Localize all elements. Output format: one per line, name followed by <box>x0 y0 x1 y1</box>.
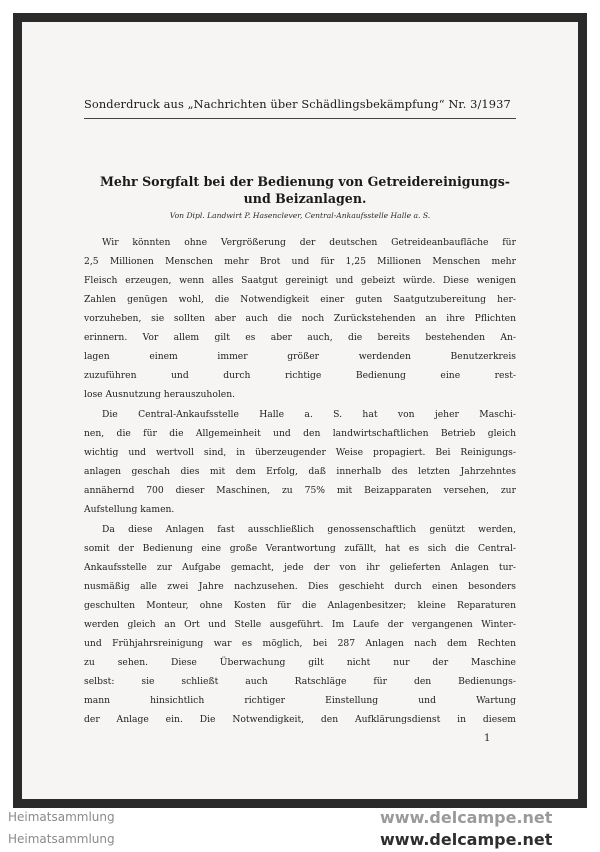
watermark-left-footer: Heimatsammlung <box>8 832 115 846</box>
text-line: annähernd 700 dieser Maschinen, zu 75% mit Beizapparaten versehen, zur <box>84 485 516 496</box>
text-line: vorzuheben, sie sollten aber auch die noch Zurückstehenden an ihre Pflichten <box>84 313 516 324</box>
text-line: der Anlage ein. Die Notwendigkeit, den Aufklärungsdienst in diesem <box>84 714 516 725</box>
text-line: und Frühjahrsreinigung war es möglich, bei 287 Anlagen nach dem Rechten <box>84 638 516 649</box>
text-line: zu sehen. Diese Überwachung gilt nicht nur der Maschine <box>84 657 516 668</box>
watermark-right: www.delcampe.net <box>380 808 553 827</box>
text-line: lose Ausnutzung herauszuholen. <box>84 389 236 400</box>
text-line: Wir könnten ohne Vergrößerung der deutschen Getreideanbaufläche für <box>102 237 516 248</box>
text-line: mann hinsichtlich richtiger Einstellung und Wartung <box>84 695 516 706</box>
title-line-1: Mehr Sorgfalt bei der Bedienung von Getreidereinigungs- <box>99 174 511 189</box>
text-line: zuzuführen und durch richtige Bedienung eine rest- <box>84 370 516 381</box>
text-line: somit der Bedienung eine große Verantwortung zufällt, hat es sich die Central- <box>84 543 516 554</box>
text-line: Die Central-Ankaufsstelle Halle a. S. hat von jeher Maschi- <box>102 409 516 420</box>
text-line: nen, die für die Allgemeinheit und den landwirtschaftlichen Betrieb gleich <box>84 428 516 439</box>
header-rule <box>84 118 516 119</box>
watermark-left: Heimatsammlung <box>8 810 115 824</box>
text-line: Zahlen genügen wohl, die Notwendigkeit einer guten Saatgutzubereitung her- <box>84 294 516 305</box>
watermark-right-footer: www.delcampe.net <box>380 830 553 849</box>
title-line-2: und Beizanlagen. <box>243 191 367 206</box>
text-line: Ankaufsstelle zur Aufgabe gemacht, jede der von ihr gelieferten Anlagen tur- <box>84 562 516 573</box>
article-title <box>90 173 520 207</box>
offprint-header: Sonderdruck aus „Nachrichten über Schädlingsbekämpfung“ Nr. 3/1937 <box>84 97 511 111</box>
author-byline: Von Dipl. Landwirt P. Hasenclever, Central-Ankaufsstelle Halle a. S. <box>169 211 431 220</box>
text-line: Fleisch erzeugen, wenn alles Saatgut gereinigt und gebeizt würde. Diese wenigen <box>84 275 516 286</box>
text-line: selbst: sie schließt auch Ratschläge für den Bedienungs- <box>84 676 516 687</box>
text-line: geschulten Monteur, ohne Kosten für die Anlagenbesitzer; kleine Reparaturen <box>84 600 516 611</box>
text-line: werden gleich an Ort und Stelle ausgeführt. Im Laufe der vergangenen Winter- <box>84 619 516 630</box>
text-line: erinnern. Vor allem gilt es aber auch, die bereits bestehenden An- <box>84 332 516 343</box>
text-line: wichtig und wertvoll sind, in überzeugender Weise propagiert. Bei Reinigungs- <box>84 447 516 458</box>
text-line: nusmäßig alle zwei Jahre nachzusehen. Dies geschieht durch einen besonders <box>84 581 516 592</box>
text-line: 2,5 Millionen Menschen mehr Brot und für 1,25 Millionen Menschen mehr <box>84 256 516 267</box>
text-line: anlagen geschah dies mit dem Erfolg, daß innerhalb des letzten Jahrzehntes <box>84 466 516 477</box>
text-line: lagen einem immer größer werdenden Benutzerkreis <box>84 351 516 362</box>
page-number: 1 <box>484 733 491 744</box>
text-line: Aufstellung kamen. <box>84 504 175 515</box>
text-line: Da diese Anlagen fast ausschließlich genossenschaftlich genützt werden, <box>102 524 516 535</box>
